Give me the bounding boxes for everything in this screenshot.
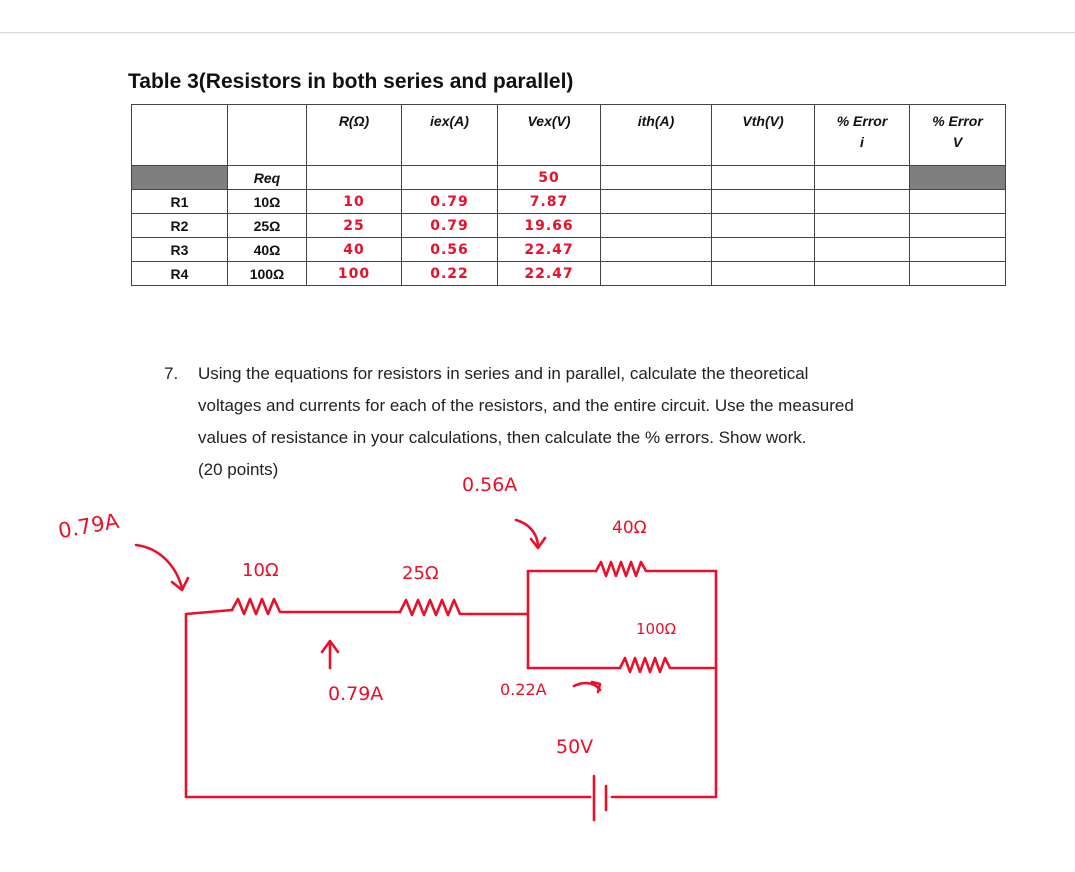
r3-current-label: 0.56A: [462, 474, 518, 496]
question-line: voltages and currents for each of the resistors, and the entire circuit. Use the measured: [198, 396, 854, 415]
cell-iex: 0.79: [402, 190, 498, 214]
header-v-experimental: Vex(V): [498, 105, 601, 166]
row-nominal: Req: [228, 166, 307, 190]
resistor-r2: [400, 600, 470, 615]
arrow-r4-current: [574, 682, 600, 692]
header-error-i-line2: i: [860, 134, 864, 150]
cell-resistance: 40: [307, 238, 402, 262]
arrow-r3-current: [516, 520, 545, 548]
question-line: Using the equations for resistors in series and in parallel, calculate the theoretical: [198, 364, 809, 383]
r3-label: 40Ω: [612, 518, 647, 538]
row-label: R2: [132, 214, 228, 238]
r1-label: 10Ω: [242, 560, 279, 581]
cell-vex: 22.47: [498, 262, 601, 286]
resistor-r1: [232, 599, 288, 614]
cell-vex: 19.66: [498, 214, 601, 238]
arrow-total-current: [136, 545, 188, 590]
question-line: values of resistance in your calculations, then calculate the % errors. Show work.: [198, 428, 807, 447]
resistor-r3: [596, 562, 716, 576]
r2-label: 25Ω: [402, 563, 439, 584]
header-error-i-line1: % Error: [836, 113, 888, 129]
arrow-series-current: [322, 641, 338, 668]
series-current-label: 0.79A: [328, 683, 384, 705]
row-nominal: 100Ω: [228, 262, 307, 286]
row-nominal: 25Ω: [228, 214, 307, 238]
source-voltage-label: 50V: [556, 736, 594, 758]
total-current-label: 0.79A: [56, 508, 121, 544]
wire-left: [186, 614, 590, 797]
header-v-theoretical: Vth(V): [712, 105, 815, 166]
table-title: Table 3(Resistors in both series and parallel): [128, 70, 574, 93]
row-label: R1: [132, 190, 228, 214]
cell-vex: 22.47: [498, 238, 601, 262]
row-label: R3: [132, 238, 228, 262]
row-nominal: 10Ω: [228, 190, 307, 214]
resistor-r4: [620, 658, 716, 672]
question-number: 7.: [164, 364, 179, 383]
cell-vex: 7.87: [498, 190, 601, 214]
header-error-v-line2: V: [952, 134, 963, 150]
header-error-v-line1: % Error: [932, 113, 983, 129]
wire-top: [186, 610, 232, 614]
header-i-experimental: iex(A): [402, 105, 498, 166]
battery-icon: [594, 776, 606, 820]
question-line: (20 points): [198, 460, 279, 479]
cell-iex: 0.22: [402, 262, 498, 286]
header-resistance: R(Ω): [307, 105, 402, 166]
wire-right: [612, 571, 716, 797]
cell-resistance: 100: [307, 262, 402, 286]
r4-label: 100Ω: [636, 620, 677, 638]
row-label: R4: [132, 262, 228, 286]
cell-resistance: 25: [307, 214, 402, 238]
r4-current-label: 0.22A: [500, 680, 547, 699]
cell-resistance: 10: [307, 190, 402, 214]
cell-iex: 0.56: [402, 238, 498, 262]
cell-iex: 0.79: [402, 214, 498, 238]
header-i-theoretical: ith(A): [601, 105, 712, 166]
row-nominal: 40Ω: [228, 238, 307, 262]
cell-vex: 50: [498, 166, 601, 190]
